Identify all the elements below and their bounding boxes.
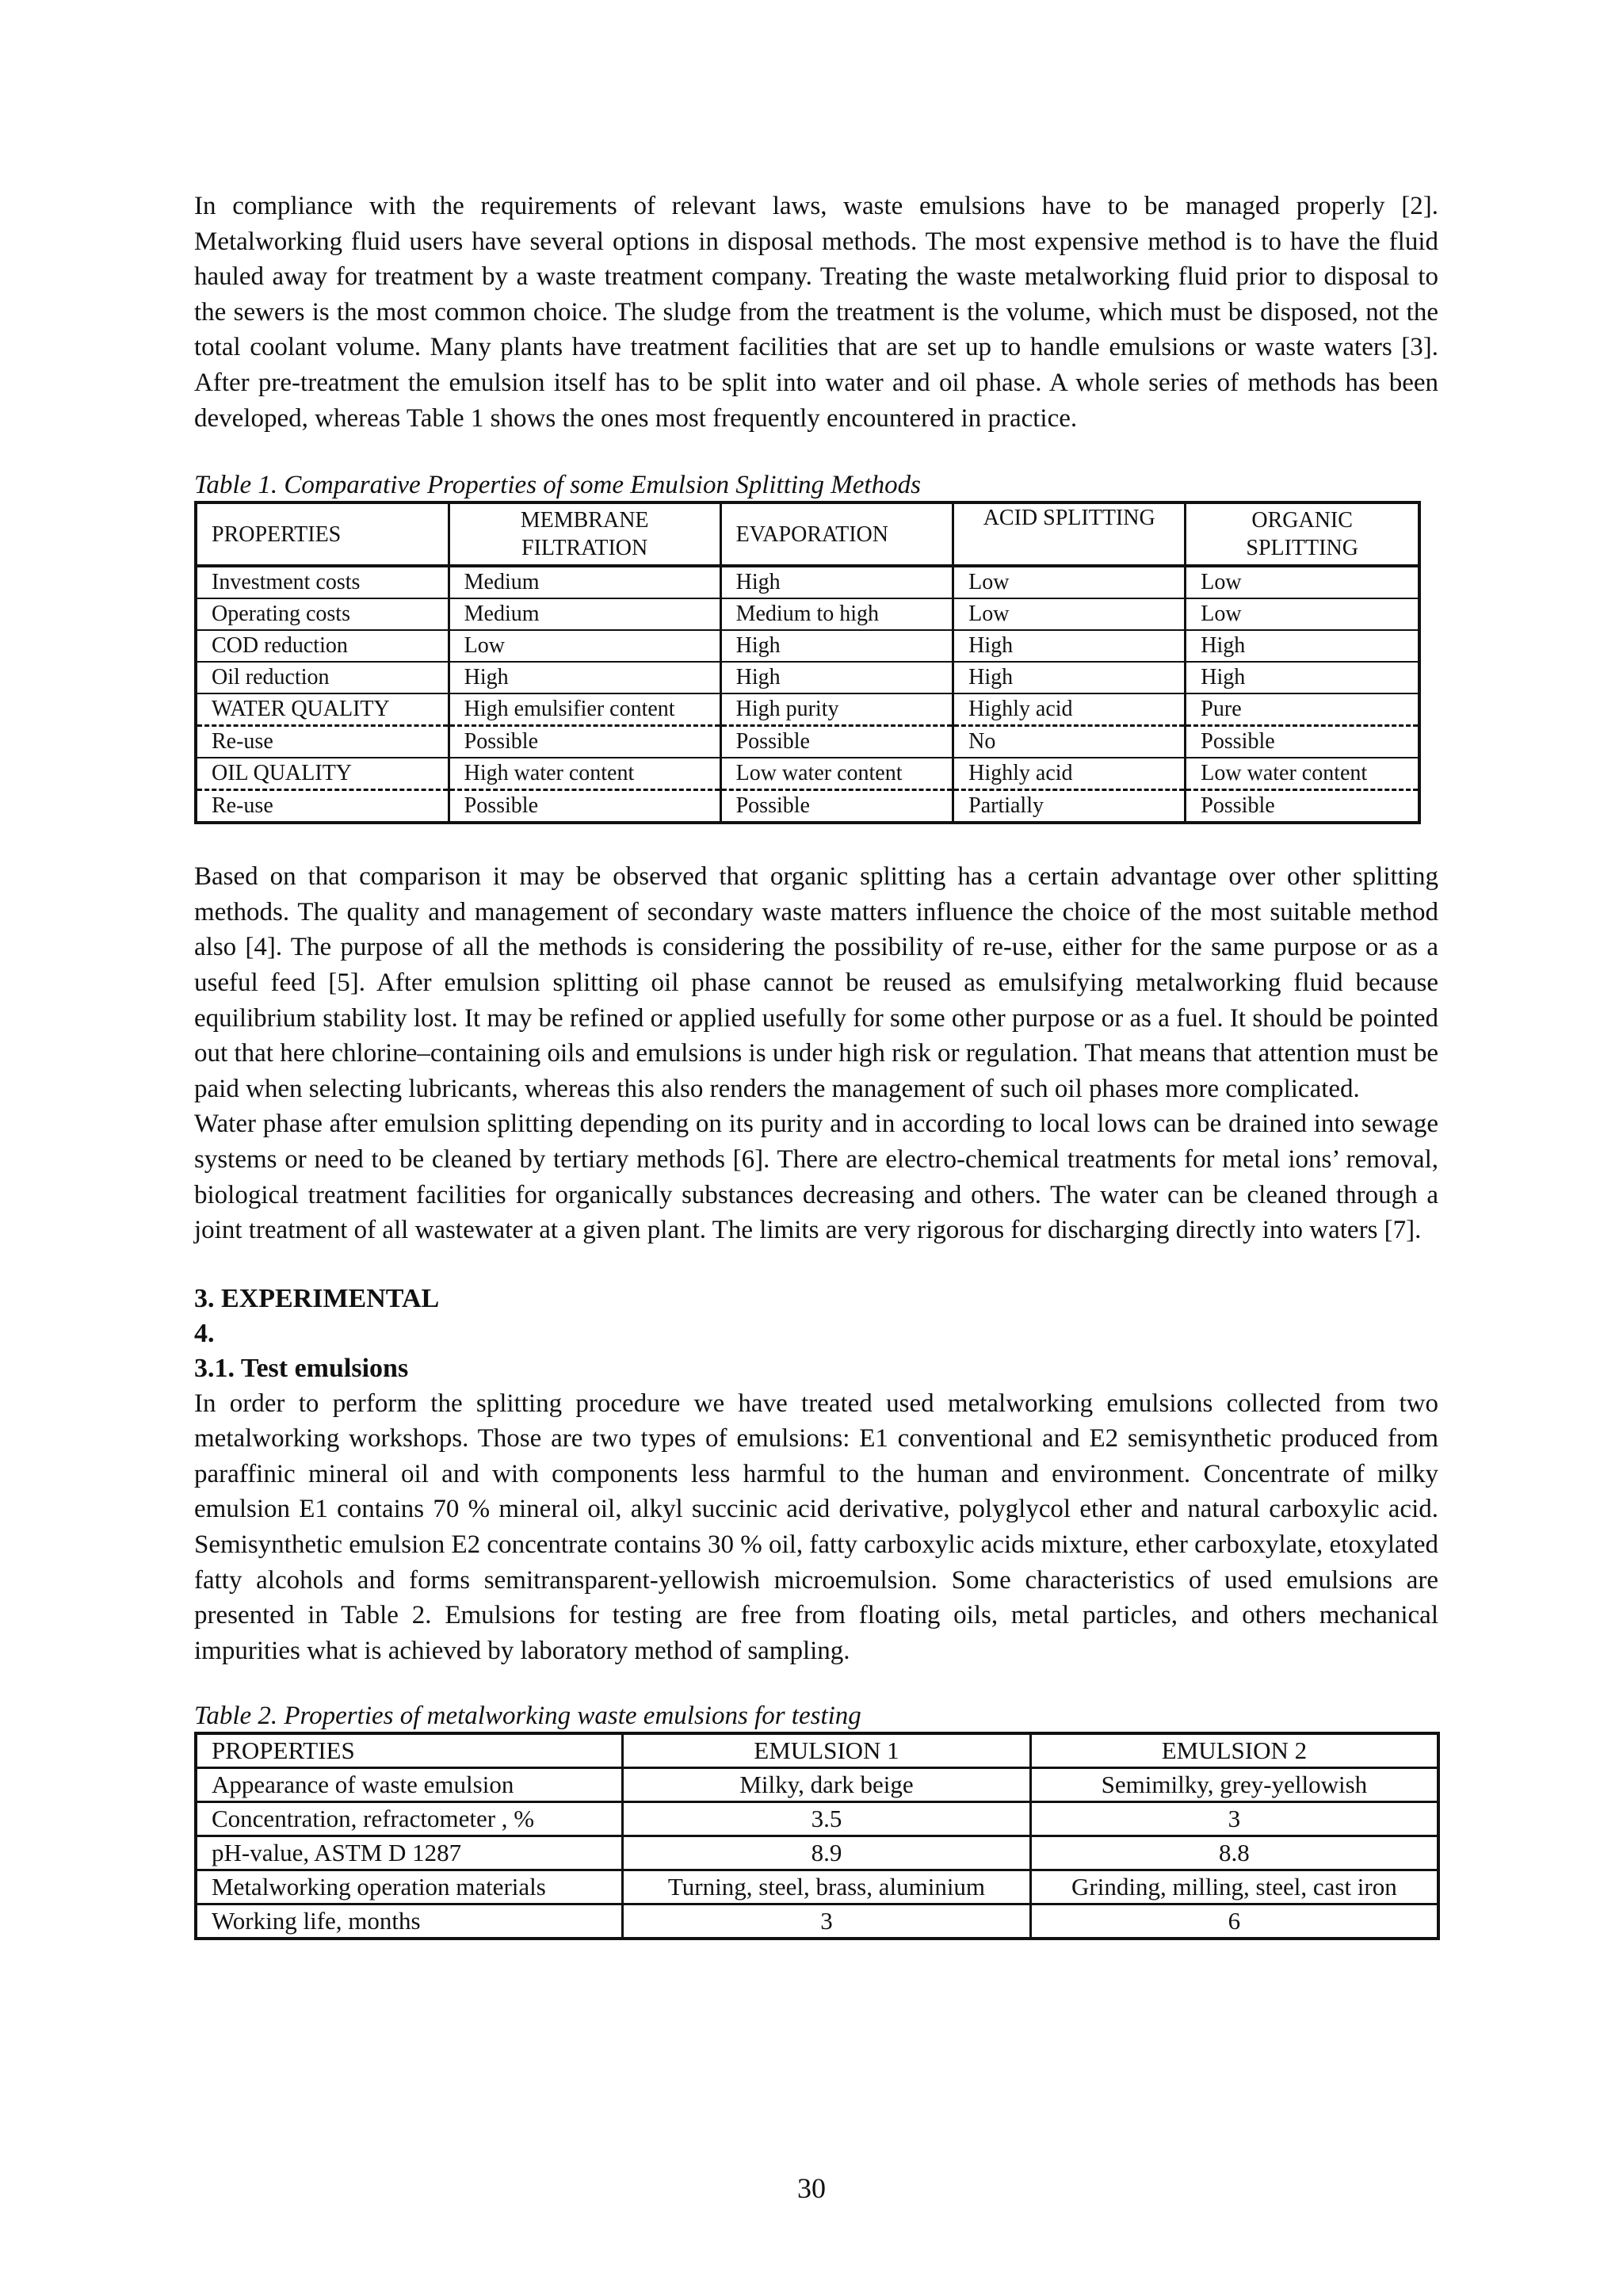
table-cell: Possible bbox=[1186, 726, 1419, 758]
table-cell: Oil reduction bbox=[196, 662, 449, 693]
table-cell: Milky, dark beige bbox=[623, 1768, 1031, 1802]
table-cell: Low water content bbox=[1186, 758, 1419, 790]
table-cell: Low bbox=[1186, 598, 1419, 630]
table-row bbox=[196, 790, 1419, 823]
section-number: 4. bbox=[194, 1318, 215, 1348]
table-cell: Medium bbox=[449, 598, 720, 630]
table-cell: pH-value, ASTM D 1287 bbox=[196, 1836, 623, 1870]
table-cell: Possible bbox=[1186, 790, 1419, 823]
table-cell: Semimilky, grey-yellowish bbox=[1030, 1768, 1438, 1802]
table2-header-row bbox=[196, 1733, 1438, 1768]
table-cell: WATER QUALITY bbox=[196, 693, 449, 726]
table-cell: Highly acid bbox=[953, 758, 1186, 790]
table-cell: Low water content bbox=[720, 758, 953, 790]
table-row bbox=[196, 630, 1419, 662]
table-cell: Possible bbox=[449, 790, 720, 823]
table-cell: High bbox=[720, 662, 953, 693]
table-row bbox=[196, 566, 1419, 598]
table1-splitting-methods bbox=[194, 501, 1421, 824]
table-cell: Turning, steel, brass, aluminium bbox=[623, 1870, 1031, 1904]
table2-caption: Table 2. Properties of metalworking waste emulsions for testing bbox=[194, 1702, 861, 1731]
table-cell: Low bbox=[449, 630, 720, 662]
table1-header: ORGANIC SPLITTING bbox=[1186, 502, 1419, 566]
table-cell: Appearance of waste emulsion bbox=[196, 1768, 623, 1802]
paragraph-2: Based on that comparison it may be observed that organic splitting has a certain advantage over other splitting methods. The quality and management of secondary waste matters influence the choice of the most suitable method also [4]. The purpose of all the methods is considering the possibility of re-use, either for the same purpose or as a useful feed [5]. After emulsion splitting oil phase cannot be reused as emulsifying metalworking fluid because equilibrium stability lost. It may be refined or applied usefully for some other purpose or as a fuel. It should be pointed out that here chlorine–containing oils and emulsions is under high risk or regulation. That means that attention must be paid when selecting lubricants, whereas this also renders the management of such oil phases more complicated. bbox=[194, 862, 1438, 1103]
table-cell: Re-use bbox=[196, 726, 449, 758]
table-cell: Re-use bbox=[196, 790, 449, 823]
table-cell: High emulsifier content bbox=[449, 693, 720, 726]
subsection-heading: 3.1. Test emulsions bbox=[194, 1353, 409, 1383]
table1-header: MEMBRANE FILTRATION bbox=[449, 502, 720, 566]
table-row bbox=[196, 1768, 1438, 1802]
table-cell: Possible bbox=[449, 726, 720, 758]
table-cell: High bbox=[449, 662, 720, 693]
table-cell: 3.5 bbox=[623, 1802, 1031, 1836]
table-cell: High bbox=[720, 630, 953, 662]
page-number: 30 bbox=[797, 2172, 826, 2204]
table-cell: Grinding, milling, steel, cast iron bbox=[1030, 1870, 1438, 1904]
paragraph-4: In order to perform the splitting procedure we have treated used metalworking emulsions collected from two metalworking workshops. Those are two types of emulsions: E1 conventional and E2 semisynthetic produced from paraffinic mineral oil and with components less harmful to the human and environment. Concentrate of milky emulsion E1 contains 70 % mineral oil, alkyl succinic acid derivative, polyglycol ether and natural carboxylic acid. Semisynthetic emulsion E2 concentrate contains 30 % oil, fatty carboxylic acids mixture, ether carboxylate, etoxylated fatty alcohols and forms semitransparent-yellowish microemulsion. Some characteristics of used emulsions are presented in Table 2. Emulsions for testing are free from floating oils, metal particles, and others mechanical impurities what is achieved by laboratory method of sampling. bbox=[194, 1389, 1438, 1665]
table-cell: Operating costs bbox=[196, 598, 449, 630]
table-cell: High bbox=[1186, 630, 1419, 662]
table-cell: High bbox=[953, 630, 1186, 662]
table-row bbox=[196, 662, 1419, 693]
table2-header: EMULSION 2 bbox=[1030, 1733, 1438, 1768]
intro-paragraph: In compliance with the requirements of relevant laws, waste emulsions have to be managed properly [2]. Metalworking fluid users have several options in disposal methods. The most expensive method is to have the fluid hauled away for treatment by a waste treatment company. Treating the waste metalworking fluid prior to disposal to the sewers is the most common choice. The sludge from the treatment is the volume, which must be disposed, not the total coolant volume. Many plants have treatment facilities that are set up to handle emulsions or waste waters [3]. After pre-treatment the emulsion itself has to be split into water and oil phase. A whole series of methods has been developed, whereas Table 1 shows the ones most frequently encountered in practice. bbox=[194, 192, 1438, 433]
table-row bbox=[196, 1904, 1438, 1939]
table-cell: 3 bbox=[623, 1904, 1031, 1939]
table-cell: 3 bbox=[1030, 1802, 1438, 1836]
paragraph-3: Water phase after emulsion splitting depending on its purity and in according to local lows can be drained into sewage systems or need to be cleaned by tertiary methods [6]. There are electro-chemical treatments for metal ions’ removal, biological treatment facilities for organically substances decreasing and others. The water can be cleaned through a joint treatment of all wastewater at a given plant. The limits are very rigorous for discharging directly into waters [7]. bbox=[194, 1110, 1438, 1245]
table-cell: Metalworking operation materials bbox=[196, 1870, 623, 1904]
table-cell: Working life, months bbox=[196, 1904, 623, 1939]
table-cell: Partially bbox=[953, 790, 1186, 823]
table-row bbox=[196, 758, 1419, 790]
table-cell: Medium bbox=[449, 566, 720, 598]
page-content bbox=[194, 189, 1438, 1940]
table2-emulsion-properties bbox=[194, 1732, 1440, 1940]
table-cell: 6 bbox=[1030, 1904, 1438, 1939]
table1-header: PROPERTIES bbox=[196, 502, 449, 566]
table-cell: Possible bbox=[720, 790, 953, 823]
table-cell: Medium to high bbox=[720, 598, 953, 630]
table-row bbox=[196, 726, 1419, 758]
table2-header: PROPERTIES bbox=[196, 1733, 623, 1768]
table1-caption: Table 1. Comparative Properties of some Emulsion Splitting Methods bbox=[194, 471, 921, 500]
table-cell: Low bbox=[953, 566, 1186, 598]
table-cell: Pure bbox=[1186, 693, 1419, 726]
table-cell: Investment costs bbox=[196, 566, 449, 598]
table-cell: No bbox=[953, 726, 1186, 758]
table-cell: High bbox=[1186, 662, 1419, 693]
table-cell: OIL QUALITY bbox=[196, 758, 449, 790]
table-cell: High water content bbox=[449, 758, 720, 790]
table-cell: Concentration, refractometer , % bbox=[196, 1802, 623, 1836]
table-cell: 8.8 bbox=[1030, 1836, 1438, 1870]
section-heading: 3. EXPERIMENTAL bbox=[194, 1283, 440, 1313]
table-row bbox=[196, 598, 1419, 630]
table1-header-row bbox=[196, 502, 1419, 566]
table-row bbox=[196, 1836, 1438, 1870]
table-cell: COD reduction bbox=[196, 630, 449, 662]
table-row bbox=[196, 693, 1419, 726]
table2-header: EMULSION 1 bbox=[623, 1733, 1031, 1768]
table-cell: Highly acid bbox=[953, 693, 1186, 726]
table-cell: Low bbox=[1186, 566, 1419, 598]
table-row bbox=[196, 1802, 1438, 1836]
table-cell: 8.9 bbox=[623, 1836, 1031, 1870]
table-cell: High bbox=[953, 662, 1186, 693]
table-cell: High bbox=[720, 566, 953, 598]
table-cell: High purity bbox=[720, 693, 953, 726]
table1-header: ACID SPLITTING bbox=[953, 502, 1186, 566]
table1-header: EVAPORATION bbox=[720, 502, 953, 566]
table-cell: Possible bbox=[720, 726, 953, 758]
table-row bbox=[196, 1870, 1438, 1904]
table-cell: Low bbox=[953, 598, 1186, 630]
